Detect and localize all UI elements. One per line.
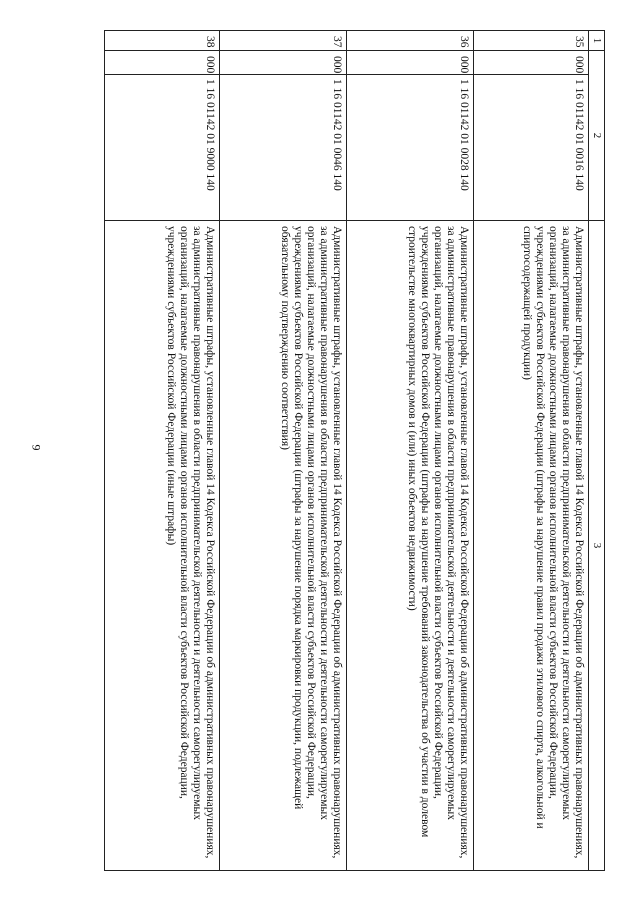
table-row [474, 31, 589, 871]
row-number: 37 [220, 31, 347, 51]
admin-code: 000 [105, 51, 220, 75]
table-row [220, 31, 347, 871]
row-number: 38 [105, 31, 220, 51]
row-number: 36 [347, 31, 474, 51]
description: Административные штрафы, установленные главой 14 Кодекса Российской Федерации об административных правонарушениях, за административные правонарушения в области предпринимательской деятельности и деятельности саморегулируемых организаций, налагаемые должностными лицами органов исполнительной власти субъектов Российской Федерации, учреждениями субъектов Российской Федерации (иные штрафы) [105, 221, 220, 871]
admin-code: 000 [220, 51, 347, 75]
admin-code: 000 [347, 51, 474, 75]
rotated-page [35, 30, 605, 870]
description: Административные штрафы, установленные главой 14 Кодекса Российской Федерации об административных правонарушениях, за административные правонарушения в области предпринимательской деятельности и деятельности саморегулируемых организаций, налагаемые должностными лицами органов исполнительной власти субъектов Российской Федерации, учреждениями субъектов Российской Федерации (штрафы за нарушение требований законодательства об участии в долевом строительстве многоквартирных домов и (или) иных объектов недвижимости) [347, 221, 474, 871]
row-number: 35 [474, 31, 589, 51]
description: Административные штрафы, установленные главой 14 Кодекса Российской Федерации об административных правонарушениях, за административные правонарушения в области предпринимательской деятельности и деятельности саморегулируемых организаций, налагаемые должностными лицами органов исполнительной власти субъектов Российской Федерации, учреждениями субъектов Российской Федерации (штрафы за нарушение порядка маркировки продукции, подлежащей обязательному подтверждению соответствия) [220, 221, 347, 871]
page-number: 9 [29, 444, 44, 451]
header-col-3: 3 [589, 221, 605, 871]
table-header-row [589, 31, 605, 871]
budget-code: 1 16 01142 01 0046 140 [220, 75, 347, 221]
header-col-1: 1 [589, 31, 605, 51]
table-row [105, 31, 220, 871]
description: Административные штрафы, установленные главой 14 Кодекса Российской Федерации об административных правонарушениях, за административные правонарушения в области предпринимательской деятельности и деятельности саморегулируемых организаций, налагаемые должностными лицами органов исполнительной власти субъектов Российской Федерации, учреждениями субъектов Российской Федерации (штрафы за нарушение правил продажи этилового спирта, алкогольной и спиртосодержащей продукции) [474, 221, 589, 871]
header-col-2: 2 [589, 51, 605, 221]
admin-code: 000 [474, 51, 589, 75]
table-row [347, 31, 474, 871]
budget-code: 1 16 01142 01 0028 140 [347, 75, 474, 221]
codes-table [104, 30, 605, 871]
budget-code: 1 16 01142 01 0016 140 [474, 75, 589, 221]
budget-code: 1 16 01142 01 9000 140 [105, 75, 220, 221]
